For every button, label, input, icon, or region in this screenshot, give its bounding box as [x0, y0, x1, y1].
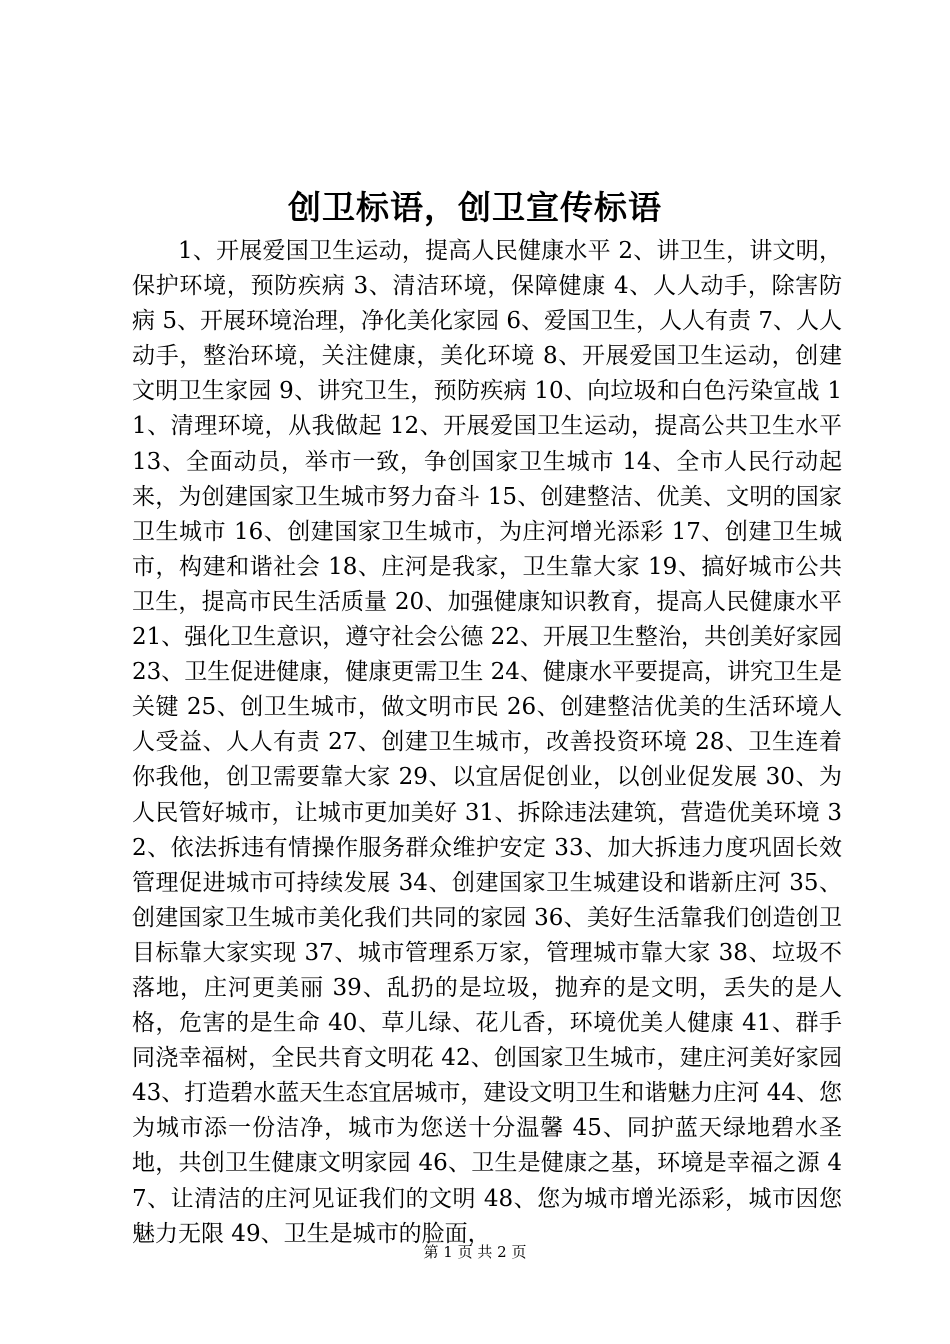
document-title: 创卫标语，创卫宣传标语 [288, 188, 662, 227]
page-footer: 第 1 页 共 2 页 [423, 1243, 527, 1261]
document-body: 1、开展爱国卫生运动，提高人民健康水平 2、讲卫生，讲文明，保护环境，预防疾病 3、清洁环境，保障健康 4、人人动手，除害防病 5、开展环境治理，净化美化家园 6、爱国卫生，人人有责 7、人人动手，整治环境，关注健康，美化环境 8、开展爱国卫生运动，创建文明卫生家园 9、讲究卫生，预防疾病 10、向垃圾和白色污染宣战 11、清理环境，从我做起 12、开展爱国卫生运动，提高公共卫生水平 13、全面动员，举市一致，争创国家卫生城市 14、全市人民行动起来，为创建国家卫生城市努力奋斗 15、创建整洁、优美、文明的国家卫生城市 16、创建国家卫生城市，为庄河增光添彩 17、创建卫生城市，构建和谐社会 18、庄河是我家，卫生靠大家 19、搞好城市公共卫生，提高市民生活质量 20、加强健康知识教育，提高人民健康水平 21、强化卫生意识，遵守社会公德 22、开展卫生整治，共创美好家园 23、卫生促进健康，健康更需卫生 24、健康水平要提高，讲究卫生是关键 25、创卫生城市，做文明市民 26、创建整洁优美的生活环境人人受益、人人有责 27、创建卫生城市，改善投资环境 28、卫生连着你我他，创卫需要靠大家 29、以宜居促创业，以创业促发展 30、为人民管好城市，让城市更加美好 31、拆除违法建筑，营造优美环境 32、依法拆违有情操作服务群众维护安定 33、加大拆违力度巩固长效管理促进城市可持续发展 34、创建国家卫生城建设和谐新庄河 35、创建国家卫生城市美化我们共同的家园 36、美好生活靠我们创造创卫目标靠大家实现 37、城市管理系万家，管理城市靠大家 38、垃圾不落地，庄河更美丽 39、乱扔的是垃圾，抛弃的是文明，丢失的是人格，危害的是生命 40、草儿绿、花儿香，环境优美人健康 41、群手同浇幸福树，全民共育文明花 42、创国家卫生城市，建庄河美好家园 43、打造碧水蓝天生态宜居城市，建设文明卫生和谐魅力庄河 44、您为城市添一份洁净，城市为您送十分温馨 45、同护蓝天绿地碧水圣地，共创卫生健康文明家园 46、卫生是健康之基，环境是幸福之源 47、让清洁的庄河见证我们的文明 48、您为城市增光添彩，城市因您魅力无限 49、卫生是城市的脸面， [132, 238, 842, 1247]
